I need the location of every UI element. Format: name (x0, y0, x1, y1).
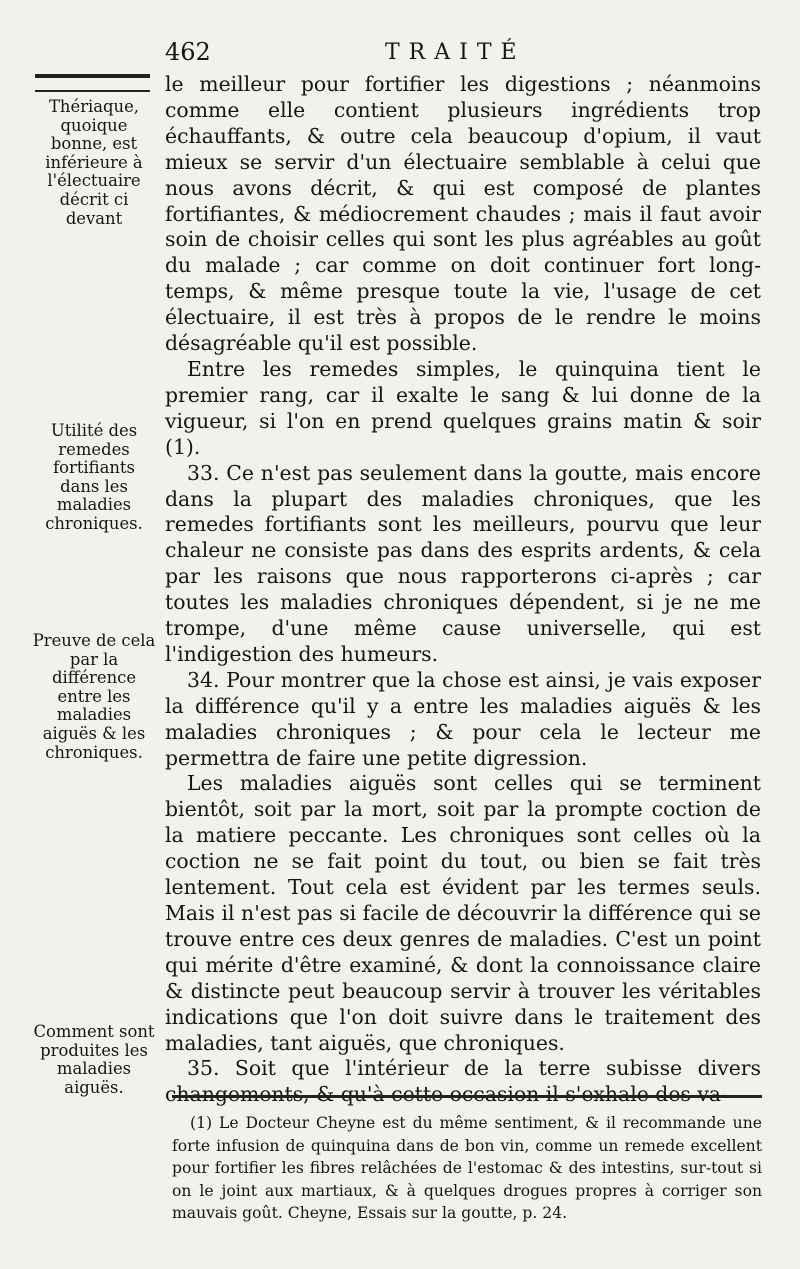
page-number: 462 (165, 38, 211, 66)
header-ornament-rule (35, 74, 150, 92)
paragraph: 34. Pour montrer que la chose est ainsi, je vais exposer la différence qu'il y a entre les maladies aiguës & les maladies chroniques ; & pour cela le lecteur me permettra de faire une petite digression. (165, 667, 761, 770)
margin-note-comment: Comment sont produites les maladies aiguës. (33, 1022, 155, 1097)
paragraph: 35. Soit que l'intérieur de la terre subisse divers changements, & qu'à cette occasion il s'exhale des va- (165, 1056, 761, 1107)
paragraph: 33. Ce n'est pas seulement dans la goutte, mais encore dans la plupart des maladies chroniques, que les remedes fortifiants sont les meilleurs, pourvu que leur chaleur ne consiste pas dans des esprits ardents, & cela par les raisons que nous rapporterons ci-après ; car toutes les maladies chroniques dépendent, si je ne me trompe, d'une même cause universelle, qui est l'indigestion des humeurs. (165, 460, 761, 666)
paragraph: Les maladies aiguës sont celles qui se terminent bientôt, soit par la mort, soit par la prompte coction de la matiere peccante. Les chroniques sont celles où la coction ne se fait point du tout, ou bien se fait très lentement. Tout cela est évident par les termes seuls. Mais il n'est pas si facile de découvrir la différence qui se trouve entre ces deux genres de maladies. C'est un point qui mérite d'être examiné, & dont la connoissance claire & distincte peut beaucoup servir à trouver les véritables indications que l'on doit suivre dans le traitement des maladies, tant aiguës, que chroniques. (165, 771, 761, 1055)
footnote: (1) Le Docteur Cheyne est du même sentiment, & il recommande une forte infusion de quinquina dans de bon vin, comme un remede excellent pour fortifier les fibres relâchées de l'estomac & des intestins, sur-tout si on le joint aux martiaux, & à quelques drogues propres à corriger son mauvais goût. Cheyne, Essais sur la goutte, p. 24. (172, 1114, 762, 1222)
footnote-rule (172, 1095, 762, 1098)
paragraph: le meilleur pour fortifier les digestions ; néanmoins comme elle contient plusieurs ingrédients trop échauffants, & outre cela beaucoup d'opium, il vaut mieux se servir d'un électuaire semblable à celui que nous avons décrit, & qui est composé de plantes fortifiantes, & médiocrement chaudes ; mais il faut avoir soin de choisir celles qui sont les plus agréables au goût du malade ; car comme on doit continuer fort long-temps, & même presque toute la vie, l'usage de cet électuaire, il est très à propos de le rendre le moins désagréable qu'il est possible. (165, 72, 761, 356)
body-text (165, 72, 761, 1108)
running-title: TRAITÉ (385, 40, 526, 65)
margin-note-remedes: Utilité des remedes fortifiants dans les maladies chroniques. (45, 421, 143, 533)
margin-note-preuve: Preuve de cela par la différence entre les maladies aiguës & les chroniques. (32, 631, 156, 762)
paragraph: Entre les remedes simples, le quinquina tient le premier rang, car il exalte le sang & lui donne de la vigueur, si l'on en prend quelques grains matin & soir (1). (165, 356, 761, 459)
margin-note-theriaque: Thériaque, quoique bonne, est inférieure à l'électuaire décrit ci devant (45, 97, 143, 228)
page-header (165, 38, 765, 68)
